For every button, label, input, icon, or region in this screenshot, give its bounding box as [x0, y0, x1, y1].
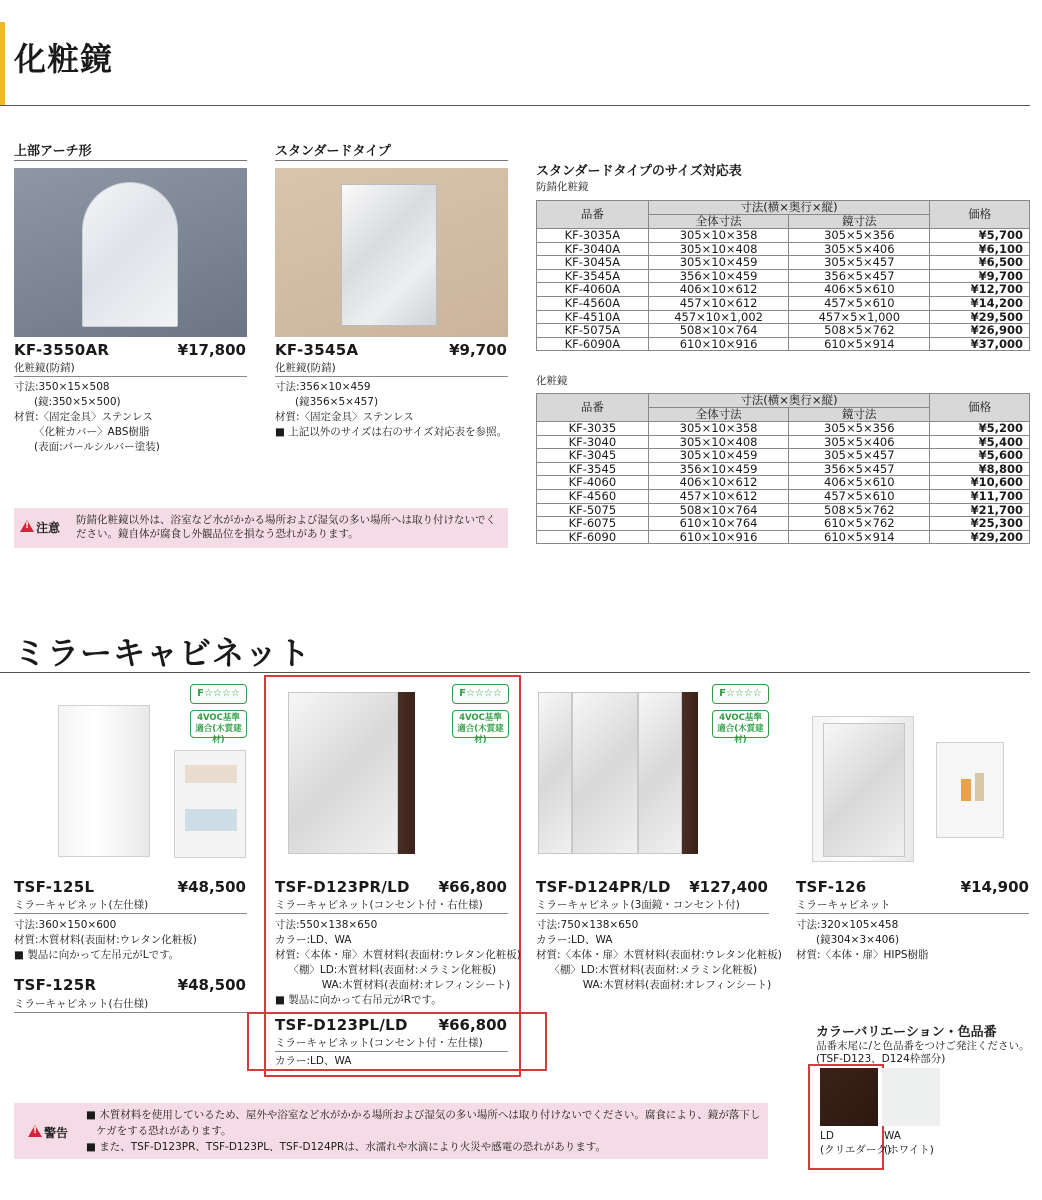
standard-product-name: 化粧鏡(防錆) [275, 362, 336, 374]
cell-overall: 457×10×612 [648, 489, 789, 503]
d123pr-code: TSF-D123PR/LD [275, 878, 410, 896]
cell-code: KF-3040 [537, 435, 649, 449]
cell-code: KF-3040A [537, 242, 649, 256]
table-row [537, 476, 1030, 490]
table-row [537, 435, 1030, 449]
table-row [537, 296, 1030, 310]
cell-overall: 356×10×459 [648, 269, 789, 283]
tsf126-price: ¥14,900 [960, 878, 1029, 896]
cell-mirror: 610×5×914 [789, 530, 930, 544]
warning-line1: ■ 木質材料を使用しているため、屋外や浴室など水がかかる場所および湿気の多い場所へは取り付けないでください。腐食により、鏡が落下し [86, 1109, 761, 1121]
arch-heading: 上部アーチ形 [14, 144, 92, 159]
cell-mirror: 457×5×610 [789, 489, 930, 503]
cell-mirror: 406×5×610 [789, 476, 930, 490]
cell-overall: 508×10×764 [648, 324, 789, 338]
d123pr-specs: 寸法:550×138×650 カラー:LD、WA 材質:〈本体・扉〉木質材料(表面材:ウレタン化粧板) 〈棚〉LD:木質材料(表面材:メラミン化粧板) WA:木質材料(表面材:オレフィンシート) ■ 製品に向かって右吊元がRです。 [275, 919, 521, 1006]
cell-mirror: 610×5×914 [789, 337, 930, 351]
table-row [537, 229, 1030, 243]
wa-color-code: WA [884, 1130, 901, 1142]
cell-overall: 305×10×358 [648, 229, 789, 243]
plain-table-label: 化粧鏡 [536, 375, 568, 387]
d124-mirror-right [638, 692, 682, 854]
cell-price: ¥5,200 [930, 422, 1030, 436]
cell-code: KF-3045 [537, 449, 649, 463]
cell-mirror: 356×5×457 [789, 462, 930, 476]
d124pr-specs: 寸法:750×138×650 カラー:LD、WA 材質:〈本体・扉〉木質材料(表面材:ウレタン化粧板) 〈棚〉LD:木質材料(表面材:メラミン化粧板) WA:木質材料(表面材:オレフィンシート) [536, 919, 782, 991]
cell-price: ¥6,100 [930, 242, 1030, 256]
standard-heading: スタンダードタイプ [275, 144, 391, 159]
tsf126-mirror-door [823, 723, 905, 857]
warning-icon: ! [28, 1125, 42, 1137]
wa-color-swatch [882, 1068, 940, 1126]
cell-price: ¥29,500 [930, 310, 1030, 324]
cabinet-warning-box [14, 1103, 768, 1159]
cell-overall: 457×10×1,002 [648, 310, 789, 324]
voc-badge-line1: 4VOC基準 [459, 713, 502, 723]
cell-price: ¥5,700 [930, 229, 1030, 243]
cell-price: ¥25,300 [930, 517, 1030, 531]
standard-product-code: KF-3545A [275, 341, 359, 359]
tsf126-code: TSF-126 [796, 878, 867, 896]
cell-price: ¥26,900 [930, 324, 1030, 338]
cell-code: KF-5075A [537, 324, 649, 338]
cell-code: KF-3035A [537, 229, 649, 243]
f-star-badge: F☆☆☆☆ [712, 684, 769, 704]
arch-mirror-photo [14, 168, 247, 337]
cell-mirror: 305×5×406 [789, 242, 930, 256]
voc-badge-line2: 適合(木質建材) [717, 724, 764, 745]
cell-price: ¥11,700 [930, 489, 1030, 503]
cell-code: KF-5075 [537, 503, 649, 517]
cell-price: ¥6,500 [930, 256, 1030, 270]
cell-mirror: 305×5×406 [789, 435, 930, 449]
cell-code: KF-4510A [537, 310, 649, 324]
cell-price: ¥5,600 [930, 449, 1030, 463]
tsf125l-code: TSF-125L [14, 878, 95, 896]
shelf-items-image [185, 809, 237, 831]
warning-line2: ケガをする恐れがあります。 [86, 1125, 232, 1137]
arch-specs: 寸法:350×15×508 (鏡:350×5×500) 材質:〈固定金具〉ステンレス 〈化粧カバー〉ABS樹脂 (表面:パールシルバー塗装) [14, 381, 160, 453]
d123pr-price: ¥66,800 [438, 878, 507, 896]
table-row [537, 422, 1030, 436]
f-star-badge: F☆☆☆☆ [452, 684, 509, 704]
d123pr-name: ミラーキャビネット(コンセント付・右仕様) [275, 899, 483, 911]
cell-code: KF-3045A [537, 256, 649, 270]
tsf126-specs: 寸法:320×105×458 (鏡304×3×406) 材質:〈本体・扉〉HIPS樹脂 [796, 919, 929, 961]
cell-overall: 457×10×612 [648, 296, 789, 310]
d124-cabinet-side [682, 692, 698, 854]
tsf125r-name: ミラーキャビネット(右仕様) [14, 998, 149, 1010]
caution-icon: ! [20, 520, 34, 532]
d124pr-price: ¥127,400 [689, 878, 768, 896]
cell-mirror: 610×5×762 [789, 517, 930, 531]
cell-code: KF-4060A [537, 283, 649, 297]
header-price: 価格 [930, 201, 1030, 229]
d123-mirror-door [288, 692, 398, 854]
cell-code: KF-4560 [537, 489, 649, 503]
tsf126-name-rule [796, 913, 1029, 914]
mirror-caution-box [14, 508, 508, 548]
voc-badge-line1: 4VOC基準 [197, 713, 240, 723]
table-row [537, 517, 1030, 531]
cell-overall: 610×10×916 [648, 337, 789, 351]
d123-cabinet-side [398, 692, 415, 854]
cell-overall: 305×10×459 [648, 449, 789, 463]
cell-code: KF-3035 [537, 422, 649, 436]
d123pr-name-rule [275, 913, 508, 914]
cell-overall: 508×10×764 [648, 503, 789, 517]
cell-code: KF-3545 [537, 462, 649, 476]
voc-badge-line2: 適合(木質建材) [195, 724, 242, 745]
tsf126-cabinet-image [812, 716, 914, 862]
d124pr-name-rule [536, 913, 769, 914]
cell-price: ¥14,200 [930, 296, 1030, 310]
d123pl-price: ¥66,800 [438, 1016, 507, 1034]
ld-color-name: (クリエダーク) [820, 1144, 891, 1156]
d124-mirror-left [538, 692, 572, 854]
caution-text: 防錆化粧鏡以外は、浴室など水がかかる場所および湿気の多い場所へは取り付けないでく ださい。鏡自体が腐食し外観品位を損なう恐れがあります。 [76, 514, 496, 540]
section-rule [0, 672, 1030, 673]
arch-product-code: KF-3550AR [14, 341, 110, 359]
color-variation-note: 品番末尾に/と色品番をつけご発注ください。 (TSF-D123、D124枠部分) [816, 1040, 1030, 1065]
header-mirror: 鏡寸法 [789, 215, 930, 229]
warning-line3: ■ また、TSF-D123PR、TSF-D123PL、TSF-D124PRは、水濡れや水滴により火災や感電の恐れがあります。 [86, 1141, 606, 1153]
header-price: 価格 [930, 394, 1030, 422]
header-dims: 寸法(横×奥行×縦) [648, 201, 929, 215]
table-row [537, 449, 1030, 463]
header-overall: 全体寸法 [648, 215, 789, 229]
cell-price: ¥9,700 [930, 269, 1030, 283]
cell-overall: 610×10×764 [648, 517, 789, 531]
cell-mirror: 457×5×1,000 [789, 310, 930, 324]
d124pr-code: TSF-D124PR/LD [536, 878, 671, 896]
tsf125-open-image [174, 750, 246, 858]
standard-heading-rule [275, 160, 508, 161]
voc-badge [712, 710, 769, 745]
warning-label: 警告 [44, 1126, 69, 1140]
tsf125r-code: TSF-125R [14, 976, 97, 994]
standard-specs: 寸法:356×10×459 (鏡356×5×457) 材質:〈固定金具〉ステンレス ■ 上記以外のサイズは右のサイズ対応表を参照。 [275, 381, 508, 438]
cell-price: ¥21,700 [930, 503, 1030, 517]
cell-overall: 406×10×612 [648, 476, 789, 490]
d124pr-name: ミラーキャビネット(3面鏡・コンセント付) [536, 899, 740, 911]
section-title-mirror: 化粧鏡 [14, 40, 114, 78]
cell-overall: 356×10×459 [648, 462, 789, 476]
cell-mirror: 305×5×457 [789, 256, 930, 270]
arch-product-name: 化粧鏡(防錆) [14, 362, 75, 374]
rustproof-size-table [536, 200, 1030, 351]
cell-mirror: 508×5×762 [789, 503, 930, 517]
table-row [537, 283, 1030, 297]
cell-mirror: 508×5×762 [789, 324, 930, 338]
table-row [537, 310, 1030, 324]
tsf125l-name-rule [14, 913, 247, 914]
table-row [537, 462, 1030, 476]
tsf125-cabinet-image [58, 705, 150, 857]
cell-code: KF-4060 [537, 476, 649, 490]
standard-mirror-photo [275, 168, 508, 337]
tsf126-open-image [936, 742, 1004, 838]
arch-mirror-image [82, 182, 178, 327]
arch-price: ¥17,800 [177, 341, 246, 359]
header-code: 品番 [537, 201, 649, 229]
d123pl-name-rule [275, 1051, 508, 1052]
section-title-cabinet: ミラーキャビネット [14, 634, 312, 672]
voc-badge [190, 710, 247, 745]
cell-mirror: 406×5×610 [789, 283, 930, 297]
table-row [537, 269, 1030, 283]
d124-mirror-center [572, 692, 638, 854]
section-accent-bar [0, 22, 5, 106]
cell-price: ¥10,600 [930, 476, 1030, 490]
cell-price: ¥37,000 [930, 337, 1030, 351]
cell-mirror: 305×5×356 [789, 422, 930, 436]
wa-color-name: (ホワイト) [884, 1144, 934, 1156]
tsf125l-price: ¥48,500 [177, 878, 246, 896]
table-row [537, 242, 1030, 256]
table-row [537, 503, 1030, 517]
section-rule [0, 105, 1030, 106]
cell-price: ¥5,400 [930, 435, 1030, 449]
voc-badge [452, 710, 509, 745]
cell-price: ¥8,800 [930, 462, 1030, 476]
cell-mirror: 457×5×610 [789, 296, 930, 310]
table-row [537, 530, 1030, 544]
header-code: 品番 [537, 394, 649, 422]
voc-badge-line1: 4VOC基準 [719, 713, 762, 723]
cell-mirror: 356×5×457 [789, 269, 930, 283]
shelf-items-image [185, 765, 237, 783]
tsf125l-name: ミラーキャビネット(左仕様) [14, 899, 149, 911]
cell-overall: 305×10×358 [648, 422, 789, 436]
size-table-title: スタンダードタイプのサイズ対応表 [536, 164, 742, 179]
standard-price: ¥9,700 [449, 341, 507, 359]
header-dims: 寸法(横×奥行×縦) [648, 394, 929, 408]
rustproof-table-label: 防錆化粧鏡 [536, 181, 589, 193]
color-variation-title: カラーバリエーション・色品番 [816, 1025, 997, 1040]
cell-overall: 406×10×612 [648, 283, 789, 297]
table-row [537, 256, 1030, 270]
d123pl-color: カラー:LD、WA [275, 1055, 352, 1067]
d123pl-code: TSF-D123PL/LD [275, 1016, 408, 1034]
d123pl-name: ミラーキャビネット(コンセント付・左仕様) [275, 1037, 483, 1049]
standard-mirror-image [341, 184, 437, 326]
tsf125r-price: ¥48,500 [177, 976, 246, 994]
cell-price: ¥12,700 [930, 283, 1030, 297]
cell-code: KF-3545A [537, 269, 649, 283]
table-row [537, 489, 1030, 503]
arch-heading-rule [14, 160, 247, 161]
tsf125r-name-rule [14, 1012, 247, 1013]
voc-badge-line2: 適合(木質建材) [457, 724, 504, 745]
cell-code: KF-6075 [537, 517, 649, 531]
tsf126-name: ミラーキャビネット [796, 899, 891, 911]
cell-mirror: 305×5×356 [789, 229, 930, 243]
table-row [537, 337, 1030, 351]
standard-name-rule [275, 376, 508, 377]
table-row [537, 324, 1030, 338]
header-overall: 全体寸法 [648, 408, 789, 422]
cell-price: ¥29,200 [930, 530, 1030, 544]
bottle-image [975, 773, 984, 801]
cell-mirror: 305×5×457 [789, 449, 930, 463]
f-star-badge: F☆☆☆☆ [190, 684, 247, 704]
cell-code: KF-4560A [537, 296, 649, 310]
arch-name-rule [14, 376, 247, 377]
tsf125l-specs: 寸法:360×150×600 材質:木質材料(表面材:ウレタン化粧板) ■ 製品に向かって左吊元がLです。 [14, 919, 197, 961]
cell-overall: 305×10×459 [648, 256, 789, 270]
cell-overall: 305×10×408 [648, 242, 789, 256]
cell-overall: 610×10×916 [648, 530, 789, 544]
bottle-image [961, 779, 971, 801]
plain-size-table [536, 393, 1030, 544]
ld-color-code: LD [820, 1130, 834, 1142]
cell-code: KF-6090 [537, 530, 649, 544]
cell-overall: 305×10×408 [648, 435, 789, 449]
ld-color-swatch [820, 1068, 878, 1126]
caution-label: 注意 [36, 521, 61, 535]
cell-code: KF-6090A [537, 337, 649, 351]
header-mirror: 鏡寸法 [789, 408, 930, 422]
